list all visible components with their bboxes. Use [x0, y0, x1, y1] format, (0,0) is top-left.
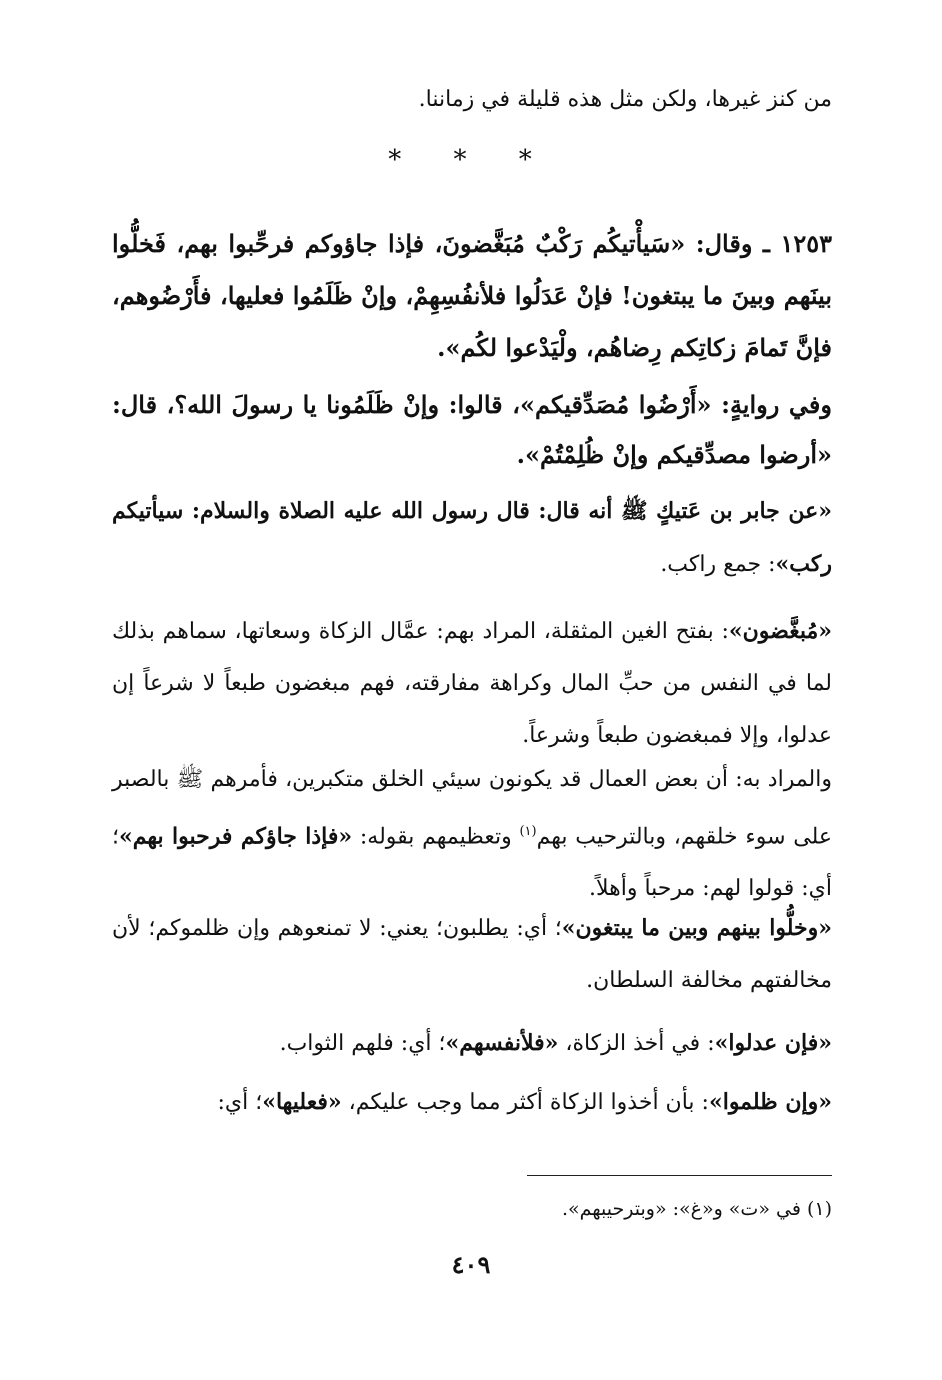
quote-fali-anfusihim: «فلأنفسهم» — [445, 1030, 559, 1056]
quote-khallu: «وخلُّوا بينهم وبين ما يبتغون» — [561, 915, 832, 941]
adalu-end: ؛ أي: فلهم الثواب. — [279, 1031, 446, 1056]
section-separator: * * * — [388, 145, 554, 175]
khallu-explanation: ؛ أي: يطلبون؛ يعني: لا تمنعوهم وإن ظلموكم؛ لأن مخالفتهم مخالفة السلطان. — [112, 916, 832, 993]
footnote-reference: (١) — [519, 824, 537, 839]
footnote: (١) في «ت» و«غ»: «وبترحيبهم». — [561, 1198, 832, 1220]
mubaghadun-explanation: : بفتح الغين المثقلة، المراد بهم: عمَّال الزكاة وسعاتها، سماهم بذلك لما في النفس من حبِّ المال وكراهة مفارقته، فهم مبغضون طبعاً لا شرعاً إن عدلوا، وإلا فمبغضون طبعاً وشرعاً. — [112, 619, 832, 748]
riwaya-text: وفي روايةٍ: «أَرْضُوا مُصَدِّقيكم»، قالوا: وإنْ ظَلَمُونا يا رسولَ الله؟، قال: «أرضوا مصدِّقيكم وإنْ ظُلِمْتُمْ». — [112, 390, 832, 469]
term-mubaghadun: «مُبغَّضون» — [728, 618, 832, 644]
commentary-narrator — [112, 485, 832, 591]
narrator-explanation: : جمع راكب. — [660, 552, 776, 577]
page-number: ٤٠٩ — [451, 1250, 491, 1279]
commentary-zalamu — [112, 1076, 832, 1129]
commentary-mubaghadun — [112, 605, 832, 762]
quote-welcome: «فإذا جاؤكم فرحبوا بهم» — [119, 823, 353, 850]
quote-faalayha: «فعليها» — [262, 1089, 342, 1115]
zalamu-end: ؛ أي: — [217, 1090, 263, 1115]
quote-in-adalu: «فإن عدلوا» — [714, 1030, 832, 1056]
adalu-mid: : في أخذ الزكاة، — [558, 1031, 715, 1056]
commentary-meaning — [112, 754, 832, 915]
zalamu-mid: : بأن أخذوا الزكاة أكثر مما وجب عليكم، — [341, 1090, 709, 1115]
footnote-divider — [527, 1175, 832, 1176]
meaning-start: والمراد به: أن بعض العمال قد يكونون سيئي الخلق متكبرين، فأمرهم ﷺ بالصبر على سوء خلقهم، وبالترحيب بهم — [112, 767, 832, 850]
quote-in-zalamu: «وإن ظلموا» — [708, 1089, 832, 1115]
top-paragraph: من كنز غيرها، ولكن مثل هذه قليلة في زماننا. — [418, 87, 832, 112]
commentary-adalu — [112, 1017, 832, 1070]
commentary-khallu — [112, 902, 832, 1007]
meaning-mid: وتعظيمهم بقوله: — [352, 824, 520, 850]
narrator-quote: «عن جابر بن عَتيكٍ ﷺ أنه قال: قال رسول الله عليه الصلاة والسلام: سيأتيكم ركب» — [112, 498, 832, 577]
meaning-end: ؛ أي: قولوا لهم: مرحباً وأهلاً. — [112, 824, 832, 902]
hadith-text: ١٢٥٣ ـ وقال: «سَيأْتيكُم رَكْبٌ مُبَغَّضونَ، فإذا جاؤوكم فرحِّبوا بهم، فَخلُّوا بينَهم وبينَ ما يبتغون! فإنْ عَدَلُوا فلأنفُسِهِمْ، وإنْ ظَلَمُوا فعليها، فأَرْضُوهم، فإنَّ تَمامَ زكاتِكم رِضاهُم، ولْيَدْعوا لكُم». — [112, 229, 832, 362]
